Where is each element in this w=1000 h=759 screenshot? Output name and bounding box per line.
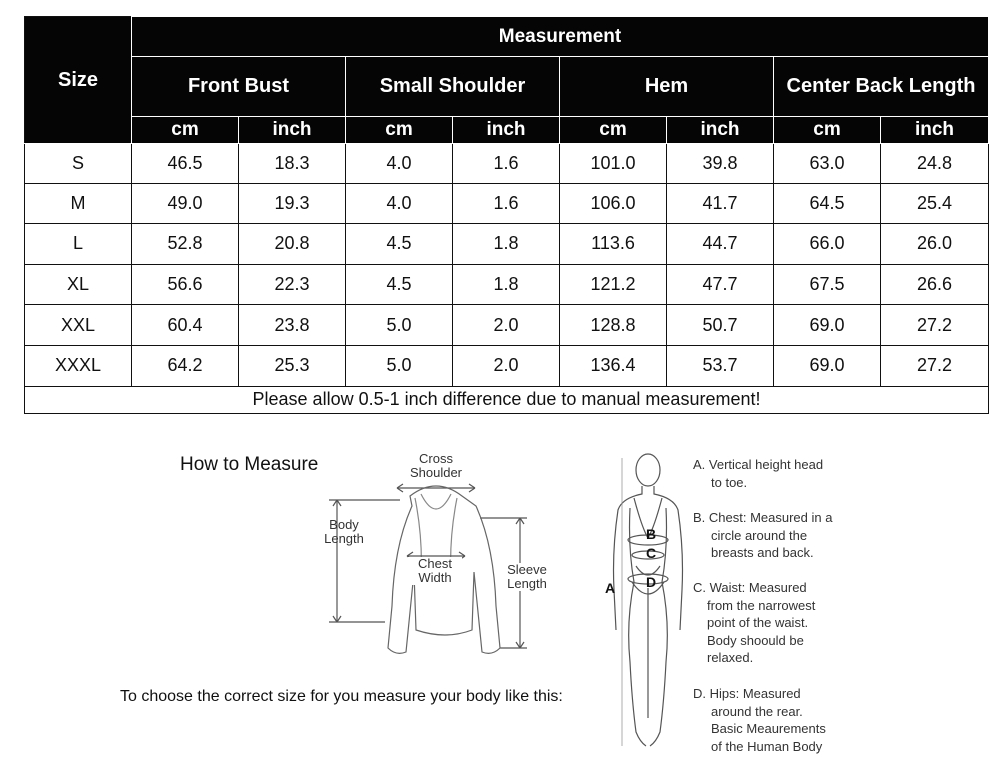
measurement-disclaimer: Please allow 0.5-1 inch difference due to manual measurement!	[25, 386, 989, 413]
sleeve-length-label: Sleeve Length	[500, 563, 554, 591]
table-row	[25, 183, 989, 224]
size-cell: S	[25, 144, 132, 184]
choose-size-instruction: To choose the correct size for you measure your body like this:	[120, 688, 563, 705]
value-cell: 2.0	[453, 305, 560, 346]
size-cell: L	[25, 224, 132, 265]
group-header: Center Back Length	[774, 57, 989, 117]
value-cell: 27.2	[881, 305, 989, 346]
value-cell: 27.2	[881, 345, 989, 386]
value-cell: 64.2	[132, 345, 239, 386]
unit-header: inch	[453, 117, 560, 144]
value-cell: 4.5	[346, 224, 453, 265]
value-cell: 106.0	[560, 183, 667, 224]
value-cell: 4.0	[346, 144, 453, 184]
value-cell: 113.6	[560, 224, 667, 265]
value-cell: 67.5	[774, 264, 881, 305]
size-cell: M	[25, 183, 132, 224]
value-cell: 41.7	[667, 183, 774, 224]
value-cell: 22.3	[239, 264, 346, 305]
unit-header: inch	[667, 117, 774, 144]
value-cell: 1.8	[453, 224, 560, 265]
value-cell: 26.0	[881, 224, 989, 265]
value-cell: 46.5	[132, 144, 239, 184]
unit-header: inch	[239, 117, 346, 144]
value-cell: 101.0	[560, 144, 667, 184]
marker-d: D	[646, 574, 657, 590]
value-cell: 53.7	[667, 345, 774, 386]
value-cell: 52.8	[132, 224, 239, 265]
marker-c: C	[646, 545, 657, 561]
value-cell: 25.4	[881, 183, 989, 224]
measurement-header: Measurement	[132, 17, 989, 57]
value-cell: 1.6	[453, 144, 560, 184]
unit-header: cm	[346, 117, 453, 144]
value-cell: 2.0	[453, 345, 560, 386]
size-column-header: Size	[25, 17, 132, 144]
value-cell: 4.5	[346, 264, 453, 305]
marker-b: B	[646, 526, 657, 542]
size-cell: XXXL	[25, 345, 132, 386]
value-cell: 66.0	[774, 224, 881, 265]
value-cell: 56.6	[132, 264, 239, 305]
table-row	[25, 224, 989, 265]
note-height: A. Vertical height head to toe.	[693, 457, 824, 490]
value-cell: 128.8	[560, 305, 667, 346]
how-to-measure-title: How to Measure	[180, 454, 319, 475]
value-cell: 1.6	[453, 183, 560, 224]
value-cell: 121.2	[560, 264, 667, 305]
value-cell: 23.8	[239, 305, 346, 346]
size-cell: XL	[25, 264, 132, 305]
note-waist: C. Waist: Measured from the narrowest point of the waist. Body shoould be relaxed.	[693, 580, 816, 665]
value-cell: 44.7	[667, 224, 774, 265]
value-cell: 19.3	[239, 183, 346, 224]
group-header: Hem	[560, 57, 774, 117]
value-cell: 20.8	[239, 224, 346, 265]
value-cell: 39.8	[667, 144, 774, 184]
value-cell: 63.0	[774, 144, 881, 184]
unit-header: cm	[774, 117, 881, 144]
value-cell: 136.4	[560, 345, 667, 386]
group-header: Front Bust	[132, 57, 346, 117]
marker-a: A	[605, 580, 616, 596]
unit-header: inch	[881, 117, 989, 144]
body-measurement-figure	[600, 448, 690, 754]
note-chest: B. Chest: Measured in a circle around the breasts and back.	[693, 510, 833, 560]
group-header: Small Shoulder	[346, 57, 560, 117]
value-cell: 5.0	[346, 345, 453, 386]
table-row	[25, 345, 989, 386]
value-cell: 69.0	[774, 305, 881, 346]
chest-width-label: Chest Width	[408, 557, 462, 585]
value-cell: 26.6	[881, 264, 989, 305]
value-cell: 47.7	[667, 264, 774, 305]
value-cell: 60.4	[132, 305, 239, 346]
cross-shoulder-label: Cross Shoulder	[409, 451, 463, 480]
table-row	[25, 264, 989, 305]
note-hips: D. Hips: Measured around the rear. Basic Meaurements of the Human Body	[693, 686, 826, 754]
table-row	[25, 144, 989, 184]
value-cell: 50.7	[667, 305, 774, 346]
value-cell: 18.3	[239, 144, 346, 184]
body-length-label: Body Length	[324, 517, 364, 546]
value-cell: 1.8	[453, 264, 560, 305]
size-chart-table	[24, 16, 989, 414]
value-cell: 64.5	[774, 183, 881, 224]
value-cell: 24.8	[881, 144, 989, 184]
value-cell: 25.3	[239, 345, 346, 386]
unit-header: cm	[560, 117, 667, 144]
unit-header: cm	[132, 117, 239, 144]
value-cell: 5.0	[346, 305, 453, 346]
value-cell: 49.0	[132, 183, 239, 224]
size-cell: XXL	[25, 305, 132, 346]
value-cell: 4.0	[346, 183, 453, 224]
value-cell: 69.0	[774, 345, 881, 386]
table-row	[25, 305, 989, 346]
